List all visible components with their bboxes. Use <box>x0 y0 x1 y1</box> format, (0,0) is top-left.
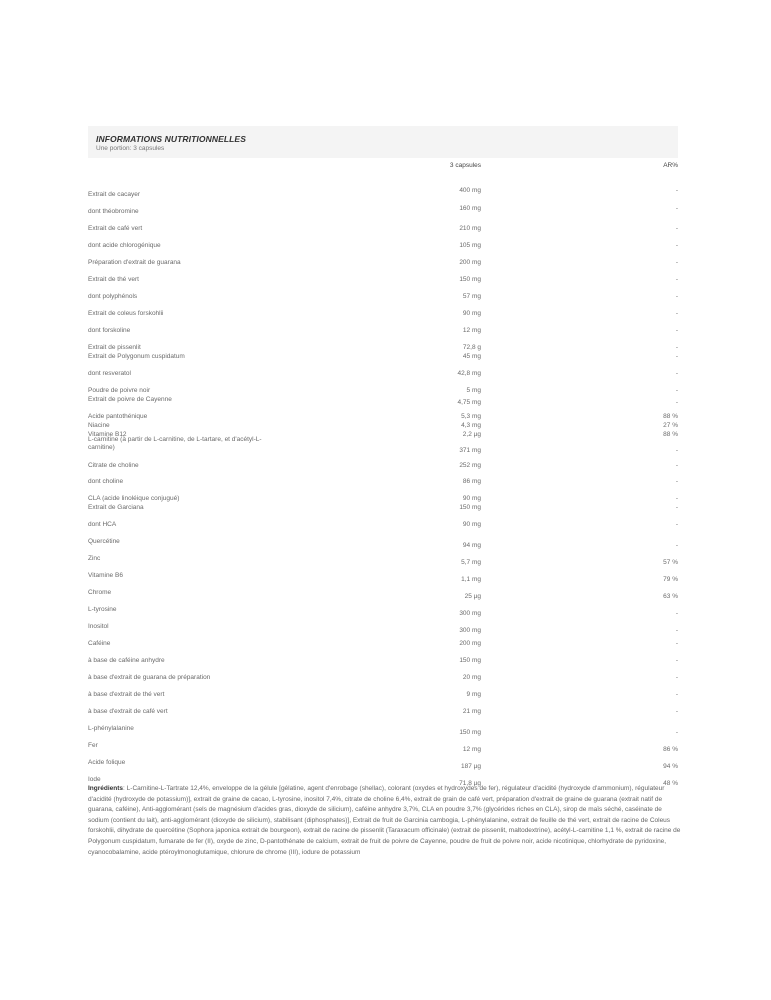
nutrient-label: dont acide chlorogénique <box>88 242 161 249</box>
nutrient-quantity: 371 mg <box>459 447 481 454</box>
nutrient-ar: 57 % <box>663 559 678 566</box>
nutrient-quantity: 300 mg <box>459 627 481 634</box>
nutrient-quantity: 200 mg <box>459 640 481 647</box>
nutrient-ar: - <box>675 640 678 647</box>
nutrient-ar: - <box>675 187 678 194</box>
nutrient-label: Extrait de pissenlit <box>88 344 141 351</box>
nutrient-ar: - <box>675 495 678 502</box>
nutrient-ar: 88 % <box>663 431 678 438</box>
nutrient-quantity: 1,1 mg <box>461 576 481 583</box>
nutrient-ar: - <box>675 310 678 317</box>
nutrient-label: L-carnitine (à partir de L-carnitine, de L-tartare, et d'acétyl-L-carnitine) <box>88 436 262 451</box>
nutrient-label: Caféine <box>88 640 111 647</box>
nutrient-quantity: 300 mg <box>459 610 481 617</box>
nutrient-ar: - <box>675 691 678 698</box>
nutrient-label: dont choline <box>88 478 124 485</box>
nutrient-quantity: 2,2 µg <box>462 431 481 438</box>
nutrient-label: Poudre de poivre noir <box>88 387 151 394</box>
nutrient-label: Citrate de choline <box>88 462 139 469</box>
column-quantity-header: 3 capsules <box>449 162 481 169</box>
column-headers <box>88 158 678 174</box>
nutrient-label: dont resveratol <box>88 370 131 377</box>
nutrient-quantity: 12 mg <box>462 327 481 334</box>
nutrient-quantity: 200 mg <box>459 259 481 266</box>
nutrient-ar: - <box>675 353 678 360</box>
nutrient-label: Niacine <box>88 422 110 429</box>
nutrient-ar: - <box>675 542 678 549</box>
nutrient-quantity: 72,8 g <box>462 344 481 351</box>
nutrient-ar: - <box>675 205 678 212</box>
ingredients-text: : L-Carnitine-L-Tartrate 12,4%, enveloppe de la gélule [gélatine, agent d'enrobage (shellac), colorant (oxydes et hydroxydes de fer), régulateur d'acidité (hydroxyde d'ammonium), régulateur d'acidité (hydroxyde de potassium)], extrait de graine de cacao, L-tyrosine, inositol 7,4%, citrate de choline 6,4%, extrait de grain de café vert, préparation d'extrait de graine de guarana (extrait natif de guarana, caféine), Anti-agglomérant (sels de magnésium d'acides gras, dioxyde de silicium), caféine anhydre 3,7%, CLA en poudre 3,7% (glycérides riches en CLA), sirop de maïs séché, caséinate de sodium (contient du lait), anti-agglomérant (dioxyde de silicium), stabilisant (diphosphates)], Extrait de fruit de Garcinia cambogia, L-phénylalanine, extrait de feuille de thé vert, extrait de racine de Coleus forskohlii, dihydrate de quercétine (Sophora japonica extrait de bourgeon), extrait de racine de pissenlit (Taraxacum officinale) (extrait de pissenlit, maltodextrine), acétyl-L-carnitine 1,1 %, extrait de racine de Polygonum cuspidatum, fumarate de fer (II), oxyde de zinc, D-pantothénate de calcium, extrait de fruit de poivre de Cayenne, poudre de fruit de poivre noir, acide nicotinique, chlorhydrate de pyridoxine, cyanocobalamine, acide ptéroylmonoglutamique, chlorure de chrome (III), iodure de potassium <box>88 785 681 856</box>
nutrient-label: à base d'extrait de guarana de préparation <box>88 674 211 681</box>
nutrient-ar: - <box>675 504 678 511</box>
nutrient-quantity: 5,3 mg <box>461 413 481 420</box>
nutrient-label: Vitamine B12 <box>88 431 127 438</box>
nutrient-label: à base d'extrait de thé vert <box>88 691 165 698</box>
nutrient-quantity: 90 mg <box>462 310 481 317</box>
nutrient-ar: - <box>675 447 678 454</box>
nutrient-ar: - <box>675 674 678 681</box>
nutrient-label: Zinc <box>88 555 101 562</box>
nutrient-ar: 86 % <box>663 746 678 753</box>
nutrient-quantity: 5,7 mg <box>461 559 481 566</box>
nutrient-quantity: 57 mg <box>462 293 481 300</box>
nutrient-label: Extrait de poivre de Cayenne <box>88 396 172 403</box>
nutrient-label: Chrome <box>88 589 112 596</box>
nutrient-ar: - <box>675 478 678 485</box>
nutrient-quantity: 187 µg <box>460 763 481 770</box>
nutrient-quantity: 12 mg <box>462 746 481 753</box>
nutrient-quantity: 86 mg <box>462 478 481 485</box>
nutrient-quantity: 105 mg <box>459 242 481 249</box>
nutrient-label: Extrait de coleus forskohlii <box>88 310 164 317</box>
nutrient-label: Extrait de café vert <box>88 225 143 232</box>
nutrient-quantity: 21 mg <box>462 708 481 715</box>
ingredients-paragraph <box>88 784 682 858</box>
nutrient-quantity: 150 mg <box>459 276 481 283</box>
nutrient-label: Acide folique <box>88 759 126 766</box>
nutrient-ar: - <box>675 399 678 406</box>
nutrient-label: dont théobromine <box>88 208 139 215</box>
table-header <box>88 126 678 158</box>
nutrient-ar: 63 % <box>663 593 678 600</box>
nutrient-ar: - <box>675 225 678 232</box>
nutrient-quantity: 4,3 mg <box>461 422 481 429</box>
nutrient-quantity: 4,75 mg <box>457 399 481 406</box>
nutrient-ar: - <box>675 276 678 283</box>
ingredients-heading: Ingrédients <box>88 785 124 792</box>
table-title: INFORMATIONS NUTRITIONNELLES <box>96 134 246 144</box>
nutrient-label: à base de caféine anhydre <box>88 657 165 664</box>
nutrient-label: Extrait de Garciana <box>88 504 144 511</box>
nutrient-ar: - <box>675 327 678 334</box>
nutrient-label: dont forskoline <box>88 327 131 334</box>
nutrient-label: Vitamine B6 <box>88 572 123 579</box>
nutrient-quantity: 94 mg <box>462 542 481 549</box>
nutrient-ar: - <box>675 242 678 249</box>
nutrient-ar: - <box>675 370 678 377</box>
nutrient-ar: - <box>675 657 678 664</box>
nutrient-ar: - <box>675 293 678 300</box>
nutrient-quantity: 252 mg <box>459 462 481 469</box>
nutrient-label: CLA (acide linoléique conjugué) <box>88 495 180 502</box>
nutrient-ar: 94 % <box>663 763 678 770</box>
nutrient-ar: - <box>675 259 678 266</box>
nutrient-label: Extrait de thé vert <box>88 276 139 283</box>
nutrient-ar: 79 % <box>663 576 678 583</box>
nutrient-label: Acide pantothénique <box>88 413 148 420</box>
nutrient-label: à base d'extrait de café vert <box>88 708 168 715</box>
nutrient-quantity: 400 mg <box>459 187 481 194</box>
nutrient-label: Quercétine <box>88 538 120 545</box>
nutrient-ar: - <box>675 627 678 634</box>
nutrient-quantity: 90 mg <box>462 495 481 502</box>
nutrient-quantity: 150 mg <box>459 504 481 511</box>
nutrient-label: L-phénylalanine <box>88 725 134 732</box>
nutrient-ar: - <box>675 462 678 469</box>
nutrient-label: Fer <box>88 742 98 749</box>
nutrient-quantity: 20 mg <box>462 674 481 681</box>
nutrient-label: L-tyrosine <box>88 606 117 613</box>
serving-size: Une portion: 3 capsules <box>96 145 165 152</box>
nutrient-label: Inositol <box>88 623 109 630</box>
nutrient-quantity: 25 µg <box>464 593 481 600</box>
nutrient-quantity: 90 mg <box>462 521 481 528</box>
nutrient-ar: 48 % <box>663 780 678 787</box>
nutrition-table <box>88 126 678 787</box>
nutrient-ar: - <box>675 708 678 715</box>
nutrient-label: Extrait de cacayer <box>88 191 141 198</box>
nutrition-rows <box>88 174 678 787</box>
nutrient-quantity: 42,8 mg <box>457 370 481 377</box>
nutrient-ar: 27 % <box>663 422 678 429</box>
nutrient-quantity: 150 mg <box>459 657 481 664</box>
nutrient-ar: - <box>675 344 678 351</box>
nutrient-label: Extrait de Polygonum cuspidatum <box>88 353 185 360</box>
nutrient-quantity: 150 mg <box>459 729 481 736</box>
nutrient-ar: - <box>675 610 678 617</box>
nutrient-quantity: 160 mg <box>459 205 481 212</box>
nutrient-label: dont polyphénols <box>88 293 138 300</box>
nutrient-quantity: 9 mg <box>466 691 481 698</box>
nutrient-quantity: 71,8 µg <box>459 780 481 787</box>
nutrient-quantity: 45 mg <box>462 353 481 360</box>
nutrient-label: dont HCA <box>88 521 117 528</box>
column-ar-header: AR% <box>663 162 678 169</box>
nutrient-ar: - <box>675 387 678 394</box>
nutrient-ar: - <box>675 521 678 528</box>
nutrient-quantity: 5 mg <box>466 387 481 394</box>
nutrient-quantity: 210 mg <box>459 225 481 232</box>
nutrient-label: Préparation d'extrait de guarana <box>88 259 181 266</box>
nutrient-ar: - <box>675 729 678 736</box>
nutrient-ar: 88 % <box>663 413 678 420</box>
nutrient-label: Iode <box>88 776 101 783</box>
